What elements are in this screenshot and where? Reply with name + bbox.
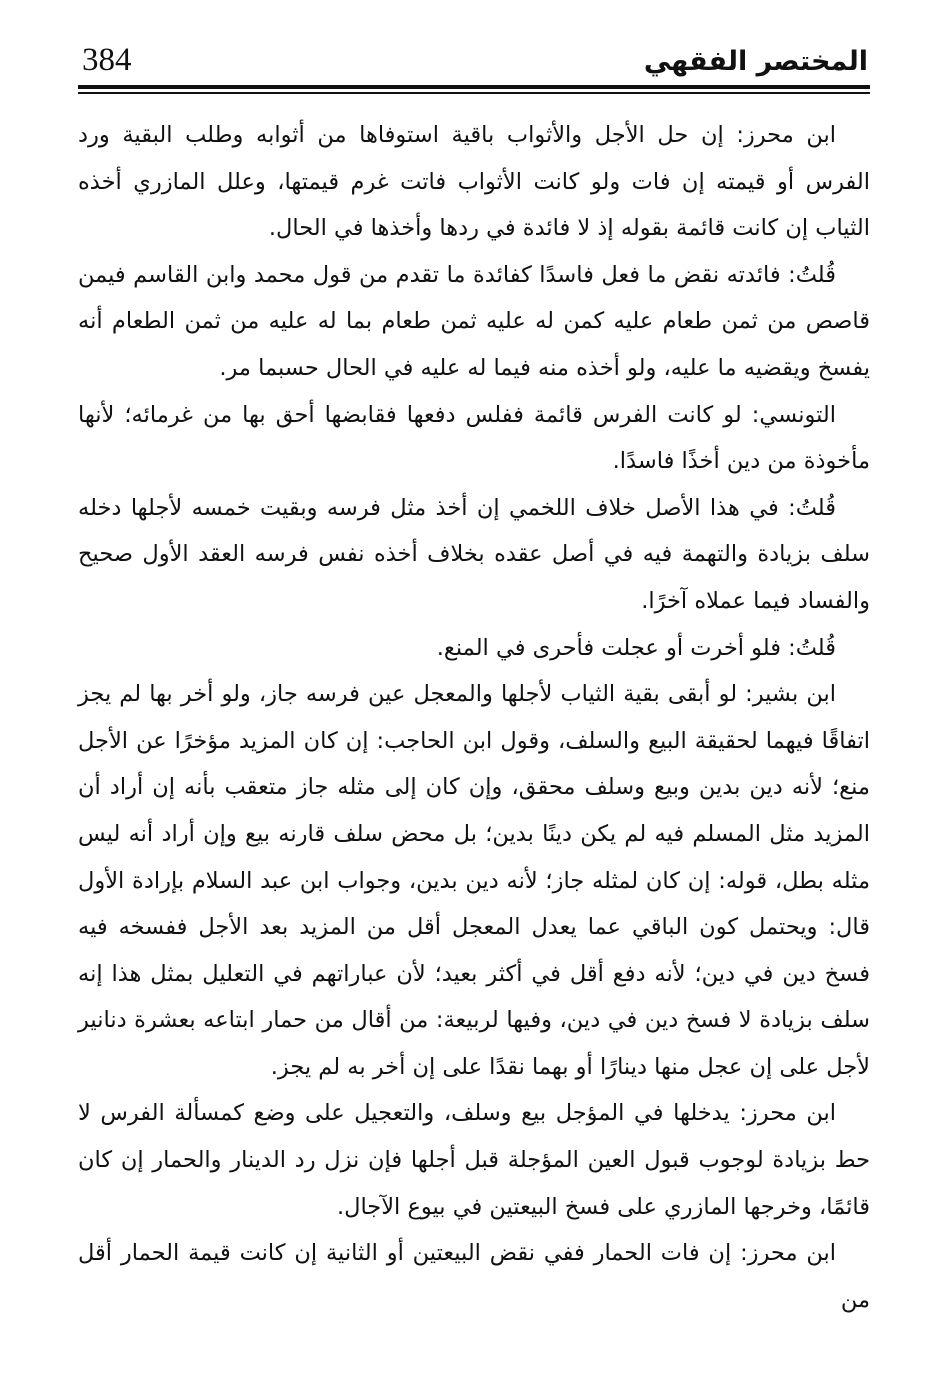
book-title: المختصر الفقهي [643, 46, 868, 77]
body-text [78, 112, 870, 1323]
running-header [78, 38, 870, 86]
paragraph-ibn-bashir: ابن بشير: لو أبقى بقية الثياب لأجلها والمعجل عين فرسه جاز، ولو أخر بها لم يجز اتفاقًا فيهما لحقيقة البيع والسلف، وقول ابن الحاجب: إن كان المزيد مؤخرًا عن الأجل منع؛ لأنه دين بدين وبيع وسلف محقق، وإن كان إلى مثله جاز متعقب بأنه إن أراد أن المزيد مثل المسلم فيه لم يكن دينًا بدين؛ بل محض سلف قارنه بيع وإن أراد أنه ليس مثله بطل، قوله: إن كان لمثله جاز؛ لأنه دين بدين، وجواب ابن عبد السلام بإرادة الأول قال: ويحتمل كون الباقي عما يعدل المعجل أقل من المزيد بعد الأجل ففسخه فيه فسخ دين في دين؛ لأنه دفع أقل في أكثر بعيد؛ لأن عباراتهم في التعليل بمثل هذا إنه سلف بزيادة لا فسخ دين في دين، وفيها لربيعة: من أقال من حمار ابتاعه بعشرة دنانير لأجل على إن عجل منها دينارًا أو بهما نقدًا على إن أخر به لم يجز. [78, 681, 870, 1080]
paragraph-ibn-muhriz-3: ابن محرز: إن فات الحمار ففي نقض البيعتين أو الثانية إن كانت قيمة الحمار أقل من [78, 1240, 870, 1313]
paragraph-tunisi: التونسي: لو كانت الفرس قائمة ففلس دفعها فقابضها أحق بها من غرمائه؛ لأنها مأخوذة من دين أخذًا فاسدًا. [78, 401, 870, 475]
paragraph-qultu-3: قُلتُ: فلو أخرت أو عجلت فأحرى في المنع. [436, 634, 836, 661]
page-number: 384 [82, 42, 132, 78]
paragraph-qultu-1: قُلتُ: فائدته نقض ما فعل فاسدًا كفائدة ما تقدم من قول محمد وابن القاسم فيمن قاصص من ثمن طعام عليه كمن له عليه ثمن طعام بما له عليه من ثمن الطعام أنه يفسخ ويقضيه ما عليه، ولو أخذه منه فيما له عليه في الحال حسبما مر. [78, 261, 870, 381]
paragraph-qultu-2: قُلتُ: في هذا الأصل خلاف اللخمي إن أخذ مثل فرسه وبقيت خمسه لأجلها دخله سلف بزيادة والتهمة فيه في أصل عقده بخلاف أخذه نفس فرسه العقد الأول صحيح والفساد فيما عملاه آخرًا. [78, 494, 870, 614]
header-rule-thick [78, 85, 870, 89]
paragraph-ibn-muhriz-1: ابن محرز: إن حل الأجل والأثواب باقية استوفاها من أثوابه وطلب البقية ورد الفرس أو قيمته إن فات ولو كانت الأثواب فاتت غرم قيمتها، وعلل المازري أخذه الثياب إن كانت قائمة بقوله إذ لا فائدة في ردها وأخذها في الحال. [78, 122, 870, 242]
paragraph-ibn-muhriz-2: ابن محرز: يدخلها في المؤجل بيع وسلف، والتعجيل على وضع كمسألة الفرس لا حط بزيادة لوجوب قبول العين المؤجلة قبل أجلها فإن نزل رد الدينار والحمار إن كان قائمًا، وخرجها المازري على فسخ البيعتين في بيوع الآجال. [78, 1100, 870, 1220]
header-rule-thin [78, 92, 870, 94]
